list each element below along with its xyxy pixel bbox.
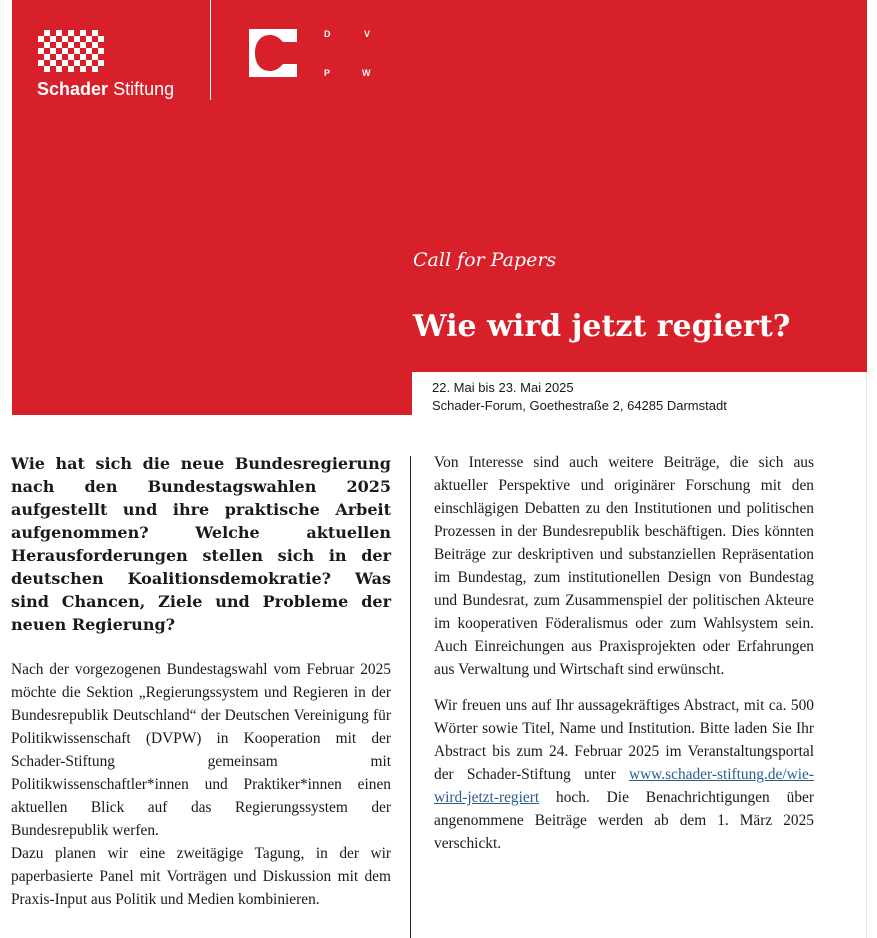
schader-logo-mark xyxy=(38,30,104,72)
format-paragraph: Dazu planen wir eine zweitägige Tagung, in der wir paperbasierte Panel mit Vorträgen und Diskussion mit dem Praxis-Input aus Politik und Medien kombinieren. xyxy=(11,845,391,908)
left-column xyxy=(11,452,391,911)
intro-paragraph: Nach der vorgezogenen Bundestagswahl vom Februar 2025 möchte die Sektion „Regierungssystem und Regieren in der Bundesrepublik Deutschland“ der Deutschen Vereinigung für Politikwissenschaft (DVPW) in Kooperation mit der Schader-Stiftung gemeinsam mit Politikwissenschaftler*innen und Praktiker*innen einen aktuellen Blick auf das Regierungssystem der Bundesrepublik werfen. xyxy=(11,661,391,839)
schader-name-regular: Stiftung xyxy=(113,79,175,99)
dvpw-logo-mark xyxy=(249,29,297,77)
call-for-papers-kicker: Call for Papers xyxy=(413,249,557,271)
event-meta xyxy=(432,379,727,415)
page-edge-line xyxy=(866,372,867,938)
dvpw-letter-p: P xyxy=(324,68,331,78)
event-venue: Schader-Forum, Goethestraße 2, 64285 Darmstadt xyxy=(432,398,727,413)
column-divider xyxy=(410,456,411,938)
lead-paragraph: Wie hat sich die neue Bundesregierung nach den Bundestagswahlen 2025 aufgestellt und ihre praktische Arbeit aufgenommen? Welche aktuellen Herausforderungen stellen sich in der deutschen Koalitionsdemokratie? Was sind Chancen, Ziele und Probleme der neuen Regierung? xyxy=(11,454,391,634)
submission-text-after: hoch. Die Benachrichtigungen über angenommene Beiträge werden ab dem 1. März 2025 verschickt. xyxy=(434,789,814,852)
dvpw-letter-d: D xyxy=(324,29,331,39)
right-column xyxy=(434,451,814,855)
submission-paragraph xyxy=(434,694,814,855)
page-title: Wie wird jetzt regiert? xyxy=(413,309,791,344)
submission-text-before: Wir freuen uns auf Ihr aussagekräftiges Abstract, mit ca. 500 Wörter sowie Titel, Name und Institution. Bitte laden Sie Ihr Abstract bis zum 24. Februar 2025 im Veranstaltungsportal der Schader-Stiftung unter xyxy=(434,697,814,783)
dvpw-letter-v: V xyxy=(364,29,371,39)
event-date: 22. Mai bis 23. Mai 2025 xyxy=(432,380,574,395)
header-banner xyxy=(12,0,867,415)
dvpw-letter-w: W xyxy=(362,68,371,78)
schader-name-bold: Schader xyxy=(37,79,109,99)
logo-divider xyxy=(210,0,211,100)
topics-paragraph: Von Interesse sind auch weitere Beiträge, die sich aus aktueller Perspektive und originärer Forschung mit den einschlägigen Debatten zu den Institutionen und politischen Prozessen in der Bundesrepublik beschäftigen. Dies könnten Beiträge zur deskriptiven und substanziellen Repräsentation im Bundestag, zum institutionellen Design von Bundestag und Bundesrat, zum Zusammenspiel der politischen Akteure im kooperativen Föderalismus oder zum Wahlsystem sein. Auch Einreichungen aus Praxisprojekten oder Erfahrungen aus Verwaltung und Wirtschaft sind erwünscht. xyxy=(434,454,814,678)
schader-logo-text xyxy=(37,78,174,100)
submission-link[interactable]: www.schader-stiftung.de/wie-wird-jetzt-regiert xyxy=(434,766,814,806)
